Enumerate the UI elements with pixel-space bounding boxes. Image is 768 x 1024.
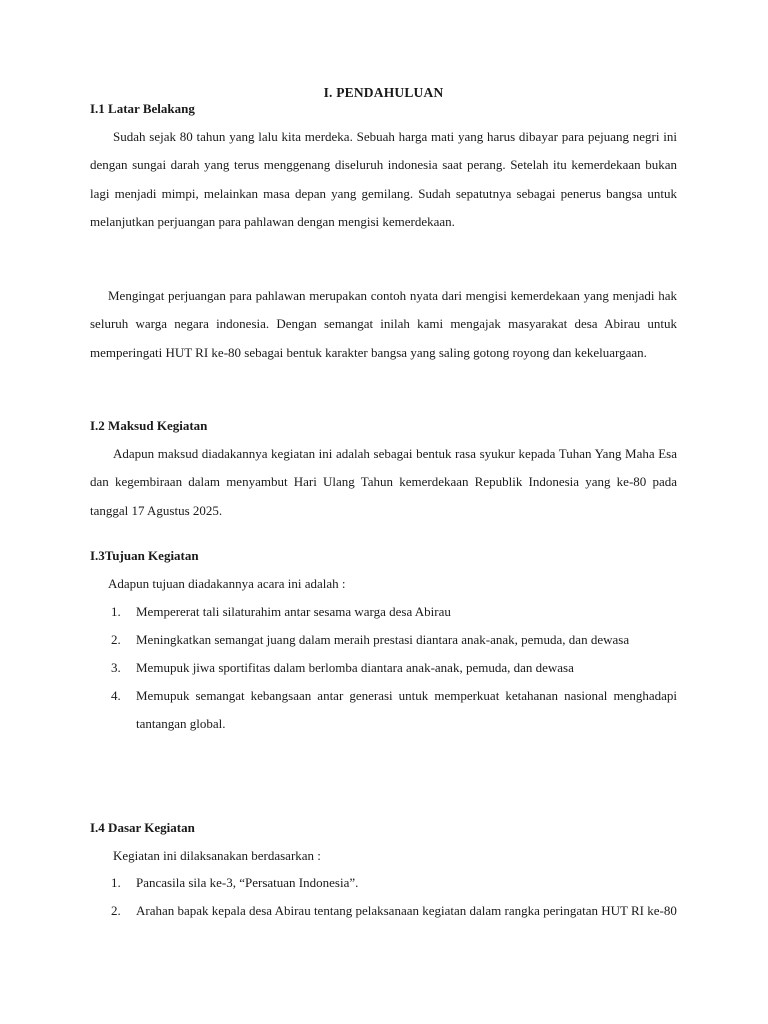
- list-item: [90, 654, 677, 682]
- section-heading-tujuan-kegiatan: I.3Tujuan Kegiatan: [90, 548, 199, 563]
- tujuan-intro: Adapun tujuan diadakannya acara ini adalah :: [108, 576, 346, 591]
- list-number: 4.: [111, 688, 121, 703]
- list-number: 1.: [111, 875, 121, 890]
- paragraph-latar-belakang-2: [90, 282, 677, 367]
- tujuan-list: [90, 598, 677, 738]
- list-text: Memupuk jiwa sportifitas dalam berlomba diantara anak-anak, pemuda, dan dewasa: [136, 660, 574, 675]
- list-text: Memupuk semangat kebangsaan antar generasi untuk memperkuat ketahanan nasional menghadapi tantangan global.: [136, 688, 677, 731]
- list-item: [90, 869, 677, 897]
- list-text: Mempererat tali silaturahim antar sesama warga desa Abirau: [136, 604, 451, 619]
- page-title: I. PENDAHULUAN: [323, 85, 444, 100]
- section-heading-latar-belakang: I.1 Latar Belakang: [90, 101, 195, 116]
- list-number: 2.: [111, 632, 121, 647]
- paragraph-text: Adapun maksud diadakannya kegiatan ini adalah sebagai bentuk rasa syukur kepada Tuhan Yang Maha Esa dan kegembiraan dalam menyambut Hari Ulang Tahun kemerdekaan Republik Indonesia yang ke-80 pada tanggal 17 Agustus 2025.: [90, 446, 677, 518]
- list-text: Pancasila sila ke-3, “Persatuan Indonesia”.: [136, 875, 359, 890]
- dasar-list: [90, 869, 677, 925]
- paragraph-text: Mengingat perjuangan para pahlawan merupakan contoh nyata dari mengisi kemerdekaan yang menjadi hak seluruh warga negara indonesia. Dengan semangat inilah kami mengajak masyarakat desa Abirau untuk memperingati HUT RI ke-80 sebagai bentuk karakter bangsa yang saling gotong royong dan kekeluargaan.: [90, 288, 677, 360]
- list-item: [90, 897, 677, 925]
- list-item: [90, 598, 677, 626]
- list-number: 3.: [111, 660, 121, 675]
- list-text: Arahan bapak kepala desa Abirau tentang pelaksanaan kegiatan dalam rangka peringatan HUT RI ke-80: [136, 903, 677, 918]
- list-item: [90, 626, 677, 654]
- section-heading-maksud-kegiatan: I.2 Maksud Kegiatan: [90, 418, 208, 433]
- dasar-intro: Kegiatan ini dilaksanakan berdasarkan :: [113, 848, 321, 863]
- paragraph-latar-belakang-1: [90, 123, 677, 236]
- list-item: [90, 682, 677, 738]
- paragraph-text: Sudah sejak 80 tahun yang lalu kita merdeka. Sebuah harga mati yang harus dibayar para pejuang negri ini dengan sungai darah yang terus menggenang diseluruh indonesia saat perang. Setelah itu kemerdekaan bukan lagi menjadi mimpi, melainkan masa depan yang gemilang. Sudah sepatutnya sebagai penerus bangsa untuk melanjutkan perjuangan para pahlawan dengan mengisi kemerdekaan.: [90, 129, 677, 229]
- list-number: 2.: [111, 903, 121, 918]
- paragraph-maksud-kegiatan: [90, 440, 677, 525]
- section-heading-dasar-kegiatan: I.4 Dasar Kegiatan: [90, 820, 195, 835]
- list-number: 1.: [111, 604, 121, 619]
- list-text: Meningkatkan semangat juang dalam meraih prestasi diantara anak-anak, pemuda, dan dewasa: [136, 632, 630, 647]
